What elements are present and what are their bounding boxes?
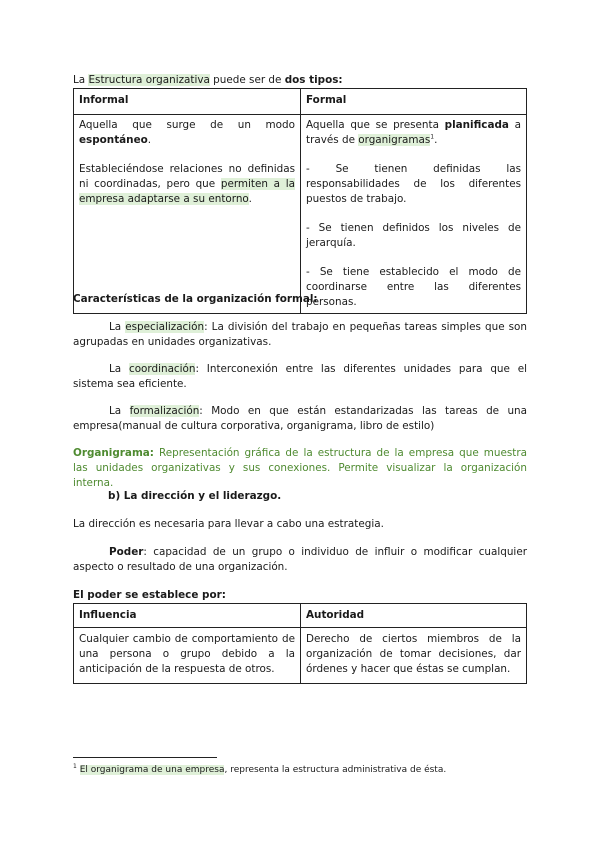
poder-title: El poder se establece por: [73,589,226,601]
caracteristica-especializacion [73,320,527,350]
formal-p4: - Se tiene establecido el modo de coordinarse entre las diferentes personas. [306,266,521,308]
types-table [73,88,527,314]
informal-p1-bold: espontáneo [79,134,148,146]
informal-p1-post: . [147,134,152,146]
item0-post: : La división del trabajo en pequeñas tareas simples que son agrupadas en unidades organizativas. [73,321,527,348]
item1-term: coordinación [128,363,196,375]
informal-p2-post: . [248,193,252,205]
item1-post: : Interconexión entre las diferentes unidades para que el sistema sea eficiente. [73,363,527,390]
item2-term: formalización [129,405,200,417]
section-b-heading: b) La dirección y el liderazgo. [108,490,282,502]
caracteristica-coordinacion [73,362,527,392]
cell-formal [301,115,527,314]
footnote-separator [73,757,217,758]
formal-p1 [306,118,521,148]
informal-p2-hl: permiten a la empresa adaptarse a su entorno [79,178,295,205]
informal-p2-pre: Estableciéndose relaciones no definidas ni coordinadas, pero que [79,163,295,190]
item2-pre: La [109,405,130,417]
intro-term: Estructura organizativa [88,74,210,86]
organigrama-definition [73,446,527,491]
footnote-number: 1 [73,763,77,770]
poder-text: : capacidad de un grupo o individuo de influir o modificar cualquier aspecto o resultado de una organización. [73,546,527,573]
header-influencia: Influencia [74,604,301,628]
intro-pre: La [73,74,89,86]
poder-definition [73,545,527,575]
formal-p1-pre: Aquella que se presenta [306,119,445,131]
intro-line [73,73,527,88]
item2-post: : Modo en que están estandarizadas las tareas de una empresa(manual de cultura corporativa, organigrama, libro de estilo) [73,405,527,432]
informal-p1 [79,118,295,148]
poder-term: Poder [109,546,144,558]
organigrama-term: Organigrama: [73,447,154,459]
intro-mid: puede ser de [209,74,285,86]
footnote-hl: El organigrama de una empresa [79,765,225,775]
intro-bold: dos tipos: [284,74,343,86]
item0-pre: La [109,321,126,333]
organigrama-text: Representación gráfica de la estructura de la empresa que muestra las unidades organizativas y sus conexiones. Permite visualizar la organización interna. [73,447,527,489]
poder-table [73,603,527,684]
formal-p2: - Se tienen definidas las responsabilidades de los diferentes puestos de trabajo. [306,163,521,205]
caracteristica-formalizacion [73,404,527,434]
caracteristicas-title: Características de la organización formal: [73,293,318,305]
footnote-post: , representa la estructura administrativa de ésta. [224,765,447,775]
informal-p2 [79,162,295,207]
direccion-text: La dirección es necesaria para llevar a cabo una estrategia. [73,518,384,530]
header-formal: Formal [301,89,527,115]
formal-p1-post: . [434,134,438,146]
cell-informal [74,115,301,314]
header-informal: Informal [74,89,301,115]
formal-p1-mid: a través de [306,119,521,146]
formal-p1-bold: planificada [444,119,509,131]
item0-term: especialización [125,321,205,333]
cell-influencia: Cualquier cambio de comportamiento de una persona o grupo debido a la anticipación de la respuesta de otros. [74,628,301,684]
informal-p1-pre: Aquella que surge de un modo [79,119,295,131]
cell-autoridad: Derecho de ciertos miembros de la organización de tomar decisiones, dar órdenes y hacer que éstas se cumplan. [301,628,527,684]
footnote-ref[interactable]: 1 [430,133,435,141]
formal-p1-hl: organigramas [358,134,431,146]
header-autoridad: Autoridad [301,604,527,628]
footnote [73,764,527,776]
formal-p3: - Se tienen definidos los niveles de jerarquía. [306,222,521,249]
item1-pre: La [109,363,129,375]
